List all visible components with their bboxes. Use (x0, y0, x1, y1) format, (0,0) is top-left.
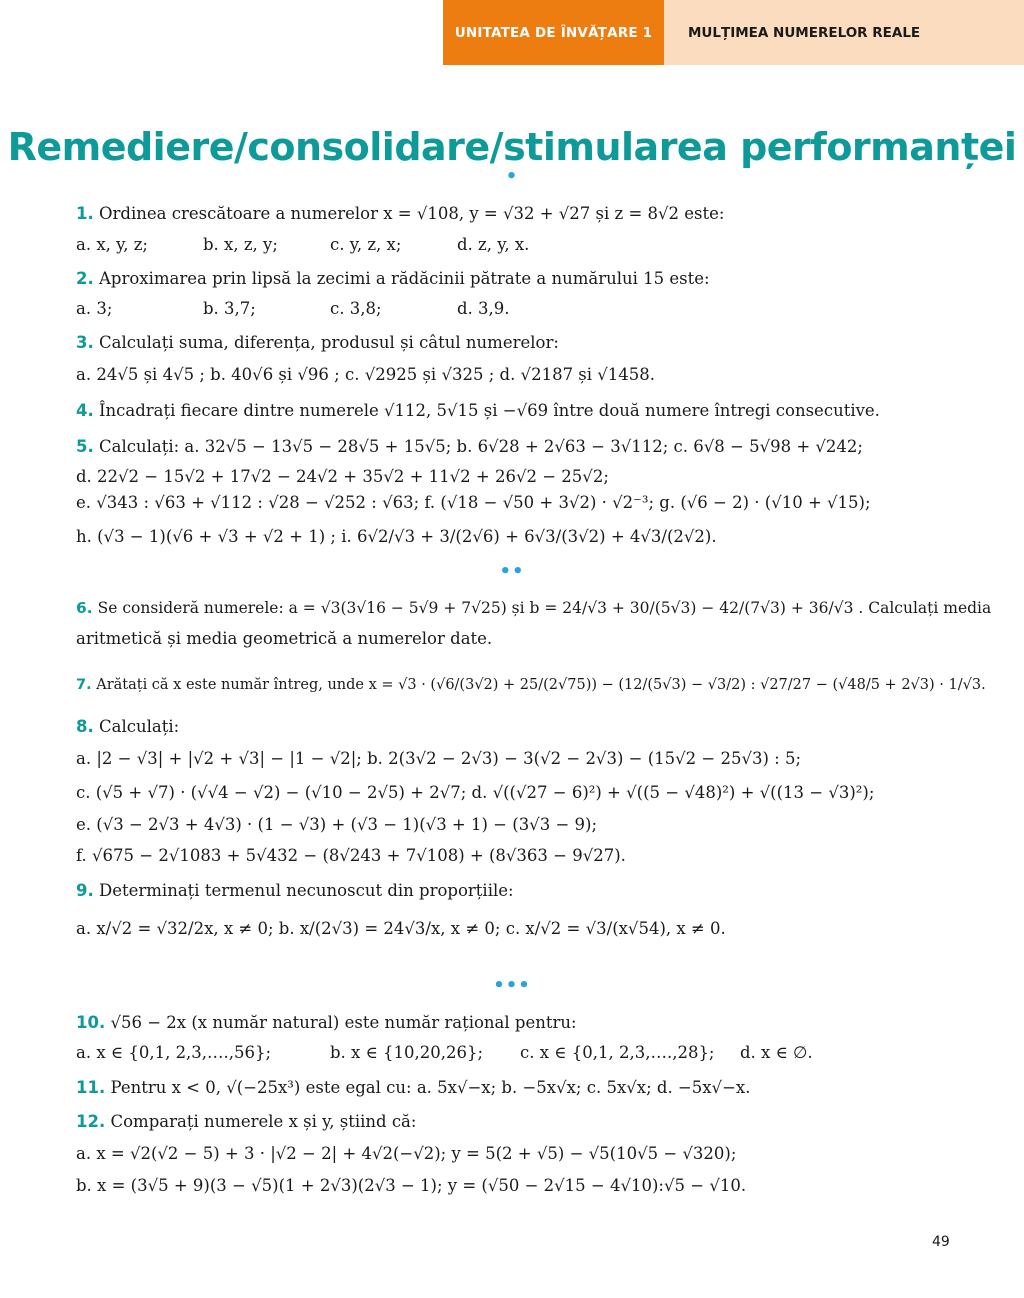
exercise-5 (76, 436, 863, 458)
option-d: d. 3,9. (457, 299, 510, 318)
exercise-1-options (76, 234, 584, 256)
unit-tab (443, 0, 664, 65)
exercise-text: Pentru x < 0, √(−25x³) este egal cu: a. 5x√−x; b. −5x√x; c. 5x√x; d. −5x√−x. (110, 1078, 751, 1097)
exercise-number: 5. (76, 437, 94, 456)
exercise-6 (76, 597, 991, 619)
level-dots-3: ••• (493, 975, 531, 996)
option-b: b. x ∈ {10,20,26}; (330, 1043, 484, 1062)
exercise-text: Arătați că x este număr întreg, unde x = √3 · (√6/(3√2) + 25/(2√75)) − (12/(5√3) − √3/2) : √27/27 − (√48/5 + 2√3) · 1/√3. (96, 677, 986, 693)
exercise-1 (76, 203, 724, 225)
option-a: a. 3; (76, 299, 113, 318)
exercise-8-line-4: f. √675 − 2√1083 + 5√432 − (8√243 + 7√108) + (8√363 − 9√27). (76, 846, 626, 865)
exercise-number: 2. (76, 269, 94, 288)
option-c: c. x ∈ {0,1, 2,3,….,28}; (520, 1043, 715, 1062)
exercise-12-line-2: b. x = (3√5 + 9)(3 − √5)(1 + 2√3)(2√3 − 1); y = (√50 − 2√15 − 4√10):√5 − √10. (76, 1176, 747, 1195)
exercise-text: Calculați: a. 32√5 − 13√5 − 28√5 + 15√5; b. 6√28 + 2√63 − 3√112; c. 6√8 − 5√98 + √242; (99, 437, 863, 456)
exercise-text: Aproximarea prin lipsă la zecimi a rădăcinii pătrate a numărului 15 este: (99, 269, 710, 288)
option-c: c. 3,8; (330, 299, 382, 318)
exercise-number: 9. (76, 881, 94, 900)
level-dots-2: •• (499, 561, 525, 582)
exercise-11 (76, 1077, 750, 1099)
exercise-text: Ordinea crescătoare a numerelor x = √108, y = √32 + √27 și z = 8√2 este: (99, 204, 725, 223)
exercise-number: 3. (76, 333, 94, 352)
chapter-label: MULȚIMEA NUMERELOR REALE (688, 24, 921, 41)
page-number: 49 (932, 1234, 950, 1250)
exercise-text: Comparați numerele x și y, știind că: (110, 1112, 417, 1131)
option-a: a. x, y, z; (76, 235, 148, 254)
exercise-number: 6. (76, 599, 93, 617)
exercise-9 (76, 880, 514, 902)
chapter-tab (664, 0, 1024, 65)
exercise-number: 7. (76, 677, 92, 693)
exercise-text: Se consideră numerele: a = √3(3√16 − 5√9 + 7√25) și b = 24/√3 + 30/(5√3) − 42/(7√3) + 36/√3 . Calculați media (97, 599, 992, 617)
page-title: Remediere/consolidare/stimularea performanței (7, 125, 1017, 169)
exercise-number: 8. (76, 717, 94, 736)
exercise-10 (76, 1012, 577, 1034)
exercise-text: Determinați termenul necunoscut din proporțiile: (99, 881, 514, 900)
option-b: b. 3,7; (203, 299, 256, 318)
exercise-text: Încadrați fiecare dintre numerele √112, 5√15 și −√69 între două numere întregi consecutive. (99, 401, 880, 420)
unit-label: UNITATEA DE ÎNVĂȚARE 1 (454, 24, 653, 41)
option-c: c. y, z, x; (330, 235, 402, 254)
exercise-5-line-3: e. √343 : √63 + √112 : √28 − √252 : √63; f. (√18 − √50 + 3√2) · √2⁻³; g. (√6 − 2) · (√10 + √15); (76, 493, 871, 512)
exercise-8-line-1: a. |2 − √3| + |√2 + √3| − |1 − √2|; b. 2(3√2 − 2√3) − 3(√2 − 2√3) − (15√2 − 25√3) : 5; (76, 749, 802, 768)
exercise-text: Calculați suma, diferența, produsul și câtul numerelor: (99, 333, 559, 352)
exercise-8-line-2: c. (√5 + √7) · (√√4 − √2) − (√10 − 2√5) + 2√7; d. √((√27 − 6)²) + √((5 − √48)²) + √((13 − √3)²); (76, 783, 875, 802)
exercise-number: 11. (76, 1078, 106, 1097)
exercise-number: 4. (76, 401, 94, 420)
exercise-12 (76, 1111, 416, 1133)
exercise-2-options (76, 298, 584, 320)
exercise-number: 1. (76, 204, 94, 223)
exercise-9-line: a. x/√2 = √32/2x, x ≠ 0; b. x/(2√3) = 24√3/x, x ≠ 0; c. x/√2 = √3/(x√54), x ≠ 0. (76, 919, 726, 938)
exercise-number: 12. (76, 1112, 106, 1131)
exercise-8 (76, 716, 179, 738)
exercise-8-line-3: e. (√3 − 2√3 + 4√3) · (1 − √3) + (√3 − 1)(√3 + 1) − (3√3 − 9); (76, 815, 598, 834)
exercise-3-line: a. 24√5 și 4√5 ; b. 40√6 și √96 ; c. √2925 și √325 ; d. √2187 și √1458. (76, 365, 656, 384)
option-d: d. x ∈ ∅. (740, 1043, 813, 1062)
exercise-5-line-4: h. (√3 − 1)(√6 + √3 + √2 + 1) ; i. 6√2/√3 + 3/(2√6) + 6√3/(3√2) + 4√3/(2√2). (76, 527, 717, 546)
option-d: d. z, y, x. (457, 235, 530, 254)
exercise-text: Calculați: (99, 717, 180, 736)
exercise-12-line-1: a. x = √2(√2 − 5) + 3 · |√2 − 2| + 4√2(−√2); y = 5(2 + √5) − √5(10√5 − √320); (76, 1144, 737, 1163)
level-dots-1: • (505, 166, 519, 187)
exercise-number: 10. (76, 1013, 106, 1032)
exercise-4 (76, 400, 880, 422)
exercise-5-line-2: d. 22√2 − 15√2 + 17√2 − 24√2 + 35√2 + 11√2 + 26√2 − 25√2; (76, 467, 609, 486)
option-b: b. x, z, y; (203, 235, 278, 254)
exercise-6-line-2: aritmetică și media geometrică a numerelor date. (76, 629, 493, 648)
exercise-10-options (76, 1042, 813, 1064)
exercise-text: √56 − 2x (x număr natural) este număr rațional pentru: (110, 1013, 577, 1032)
exercise-2 (76, 268, 710, 290)
exercise-3 (76, 332, 559, 354)
option-a: a. x ∈ {0,1, 2,3,….,56}; (76, 1043, 272, 1062)
exercise-7 (76, 674, 986, 696)
